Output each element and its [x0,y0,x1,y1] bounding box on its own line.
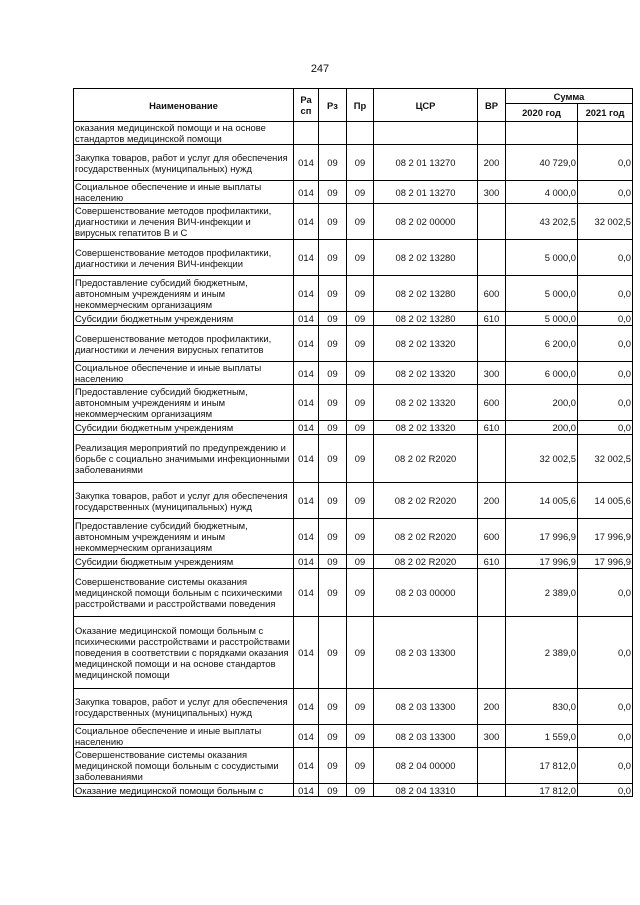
row-csr: 08 2 01 13270 [374,181,478,204]
row-sum-2020: 17 996,9 [506,519,578,555]
row-rasp: 014 [294,145,319,181]
row-name: Социальное обеспечение и иные выплаты населению [74,725,294,748]
row-name: Социальное обеспечение и иные выплаты населению [74,362,294,385]
row-rasp: 014 [294,725,319,748]
row-vr: 610 [478,421,506,435]
row-vr [478,435,506,483]
table-row [74,435,633,483]
row-sum-2020: 6 200,0 [506,326,578,362]
row-sum-2020: 5 000,0 [506,312,578,326]
table-body [74,122,633,797]
table-row [74,326,633,362]
row-name: оказания медицинской помощи и на основе стандартов медицинской помощи [74,122,294,145]
row-rz: 09 [319,145,347,181]
row-sum-2021: 0,0 [578,725,633,748]
row-pr: 09 [347,435,374,483]
table-row [74,276,633,312]
row-sum-2020: 32 002,5 [506,435,578,483]
row-sum-2020: 5 000,0 [506,276,578,312]
row-vr: 600 [478,276,506,312]
row-rasp: 014 [294,204,319,240]
table-row [74,555,633,569]
row-sum-2021: 0,0 [578,362,633,385]
row-csr: 08 2 03 13300 [374,689,478,725]
row-rz: 09 [319,725,347,748]
row-name: Предоставление субсидий бюджетным, автономным учреждениям и иным некоммерческим организациям [74,519,294,555]
row-sum-2020: 14 005,6 [506,483,578,519]
table-row [74,122,633,145]
row-csr: 08 2 01 13270 [374,145,478,181]
row-name: Субсидии бюджетным учреждениям [74,312,294,326]
row-csr [374,122,478,145]
row-vr: 300 [478,362,506,385]
row-vr: 200 [478,483,506,519]
row-csr: 08 2 02 13320 [374,362,478,385]
row-rasp: 014 [294,748,319,784]
row-rz: 09 [319,519,347,555]
row-name: Закупка товаров, работ и услуг для обеспечения государственных (муниципальных) нужд [74,689,294,725]
row-vr [478,617,506,689]
row-vr: 300 [478,181,506,204]
row-name: Оказание медицинской помощи больным с [74,784,294,797]
row-name: Оказание медицинской помощи больным с психическими расстройствами и расстройствами поведения в соответствии с порядками оказания медицинской помощи и на основе стандартов медицинской помощи [74,617,294,689]
row-csr: 08 2 02 R2020 [374,519,478,555]
row-sum-2020: 40 729,0 [506,145,578,181]
row-sum-2021: 0,0 [578,748,633,784]
row-rz: 09 [319,181,347,204]
row-rasp: 014 [294,421,319,435]
row-csr: 08 2 02 00000 [374,204,478,240]
row-pr: 09 [347,748,374,784]
row-rasp [294,122,319,145]
row-name: Закупка товаров, работ и услуг для обеспечения государственных (муниципальных) нужд [74,483,294,519]
row-rasp: 014 [294,435,319,483]
row-sum-2021: 0,0 [578,689,633,725]
row-vr: 610 [478,312,506,326]
table-row [74,748,633,784]
row-rz: 09 [319,569,347,617]
row-rasp: 014 [294,181,319,204]
row-rasp: 014 [294,385,319,421]
row-pr: 09 [347,204,374,240]
row-sum-2020: 4 000,0 [506,181,578,204]
row-sum-2020: 830,0 [506,689,578,725]
table-row [74,181,633,204]
row-csr: 08 2 02 13280 [374,276,478,312]
row-sum-2020: 200,0 [506,421,578,435]
row-rasp: 014 [294,312,319,326]
table-row [74,689,633,725]
header-pr: Пр [347,89,374,122]
table-row [74,312,633,326]
table-row [74,240,633,276]
row-vr [478,748,506,784]
page-number: 247 [310,63,330,75]
row-pr: 09 [347,555,374,569]
row-sum-2021: 0,0 [578,385,633,421]
row-sum-2021: 0,0 [578,240,633,276]
row-sum-2021: 17 996,9 [578,555,633,569]
row-sum-2021: 0,0 [578,326,633,362]
row-sum-2021: 14 005,6 [578,483,633,519]
row-rz: 09 [319,240,347,276]
row-rasp: 014 [294,569,319,617]
row-sum-2021: 32 002,5 [578,435,633,483]
row-csr: 08 2 02 R2020 [374,555,478,569]
row-rz: 09 [319,421,347,435]
row-vr: 600 [478,385,506,421]
row-vr: 200 [478,689,506,725]
row-rz: 09 [319,784,347,797]
header-csr: ЦСР [374,89,478,122]
row-pr: 09 [347,181,374,204]
row-vr: 300 [478,725,506,748]
row-sum-2021: 0,0 [578,617,633,689]
row-csr: 08 2 02 13320 [374,326,478,362]
budget-table [73,88,633,797]
row-name: Совершенствование системы оказания медицинской помощи больным с психическими расстройствами и расстройствами поведения [74,569,294,617]
row-sum-2020: 17 996,9 [506,555,578,569]
row-pr: 09 [347,784,374,797]
row-rz: 09 [319,435,347,483]
row-vr [478,122,506,145]
row-pr: 09 [347,421,374,435]
row-rasp: 014 [294,689,319,725]
row-name: Совершенствование методов профилактики, диагностики и лечения вирусных гепатитов [74,326,294,362]
row-sum-2021: 0,0 [578,181,633,204]
row-pr: 09 [347,385,374,421]
row-pr: 09 [347,326,374,362]
row-pr: 09 [347,725,374,748]
table-row [74,519,633,555]
row-vr [478,326,506,362]
row-rz: 09 [319,204,347,240]
row-rasp: 014 [294,784,319,797]
row-csr: 08 2 03 13300 [374,725,478,748]
row-sum-2020: 200,0 [506,385,578,421]
row-name: Совершенствование методов профилактики, диагностики и лечения ВИЧ-инфекции [74,240,294,276]
row-rz: 09 [319,748,347,784]
row-rasp: 014 [294,326,319,362]
table-row [74,421,633,435]
row-rz: 09 [319,312,347,326]
row-sum-2020: 17 812,0 [506,784,578,797]
row-rz: 09 [319,385,347,421]
row-sum-2020: 2 389,0 [506,617,578,689]
row-csr: 08 2 03 13300 [374,617,478,689]
row-rz: 09 [319,362,347,385]
row-sum-2020: 2 389,0 [506,569,578,617]
row-rz: 09 [319,483,347,519]
row-name: Совершенствование системы оказания медицинской помощи больным с сосудистыми заболеваниями [74,748,294,784]
row-vr [478,240,506,276]
row-vr [478,569,506,617]
row-rz: 09 [319,617,347,689]
row-rz: 09 [319,276,347,312]
row-csr: 08 2 02 R2020 [374,483,478,519]
row-sum-2021: 0,0 [578,421,633,435]
row-name: Субсидии бюджетным учреждениям [74,555,294,569]
row-sum-2021: 0,0 [578,276,633,312]
header-vr: ВР [478,89,506,122]
row-rasp: 014 [294,362,319,385]
row-vr: 610 [478,555,506,569]
row-csr: 08 2 02 13320 [374,421,478,435]
row-vr: 200 [478,145,506,181]
row-rz: 09 [319,555,347,569]
row-csr: 08 2 03 00000 [374,569,478,617]
row-pr: 09 [347,483,374,519]
row-name: Реализация мероприятий по предупреждению и борьбе с социально значимыми инфекционными заболеваниями [74,435,294,483]
row-vr: 600 [478,519,506,555]
row-pr: 09 [347,240,374,276]
row-sum-2020: 17 812,0 [506,748,578,784]
header-sum: Сумма [506,89,633,104]
header-rasp: Ра сп [294,89,319,122]
header-rz: Рз [319,89,347,122]
row-rz: 09 [319,326,347,362]
row-sum-2021: 0,0 [578,312,633,326]
row-name: Социальное обеспечение и иные выплаты населению [74,181,294,204]
row-sum-2021: 32 002,5 [578,204,633,240]
row-csr: 08 2 04 00000 [374,748,478,784]
row-sum-2021 [578,122,633,145]
row-vr [478,784,506,797]
row-csr: 08 2 04 13310 [374,784,478,797]
row-pr: 09 [347,519,374,555]
row-sum-2020: 43 202,5 [506,204,578,240]
row-sum-2020: 1 559,0 [506,725,578,748]
row-pr: 09 [347,362,374,385]
row-csr: 08 2 02 13320 [374,385,478,421]
row-name: Предоставление субсидий бюджетным, автономным учреждениям и иным некоммерческим организациям [74,385,294,421]
row-rasp: 014 [294,519,319,555]
row-pr: 09 [347,312,374,326]
row-sum-2021: 0,0 [578,569,633,617]
row-rz: 09 [319,689,347,725]
row-csr: 08 2 02 R2020 [374,435,478,483]
row-csr: 08 2 02 13280 [374,240,478,276]
table-row [74,204,633,240]
table-row [74,784,633,797]
table-row [74,145,633,181]
table-row [74,483,633,519]
header-2020: 2020 год [506,104,578,122]
header-2021: 2021 год [578,104,633,122]
header-name: Наименование [74,89,294,122]
row-sum-2021: 0,0 [578,784,633,797]
table-row [74,725,633,748]
row-rasp: 014 [294,617,319,689]
row-rz [319,122,347,145]
row-name: Предоставление субсидий бюджетным, автономным учреждениям и иным некоммерческим организациям [74,276,294,312]
row-sum-2021: 17 996,9 [578,519,633,555]
row-rasp: 014 [294,240,319,276]
row-sum-2020: 5 000,0 [506,240,578,276]
row-csr: 08 2 02 13280 [374,312,478,326]
table-row [74,362,633,385]
table-row [74,617,633,689]
row-pr: 09 [347,145,374,181]
row-name: Закупка товаров, работ и услуг для обеспечения государственных (муниципальных) нужд [74,145,294,181]
row-rasp: 014 [294,483,319,519]
row-sum-2021: 0,0 [578,145,633,181]
row-pr: 09 [347,689,374,725]
row-sum-2020 [506,122,578,145]
row-pr: 09 [347,569,374,617]
table-row [74,569,633,617]
row-sum-2020: 6 000,0 [506,362,578,385]
row-name: Субсидии бюджетным учреждениям [74,421,294,435]
row-pr: 09 [347,276,374,312]
row-pr [347,122,374,145]
row-vr [478,204,506,240]
row-name: Совершенствование методов профилактики, диагностики и лечения ВИЧ-инфекции и вирусных гепатитов В и С [74,204,294,240]
row-pr: 09 [347,617,374,689]
row-rasp: 014 [294,555,319,569]
table-row [74,385,633,421]
row-rasp: 014 [294,276,319,312]
